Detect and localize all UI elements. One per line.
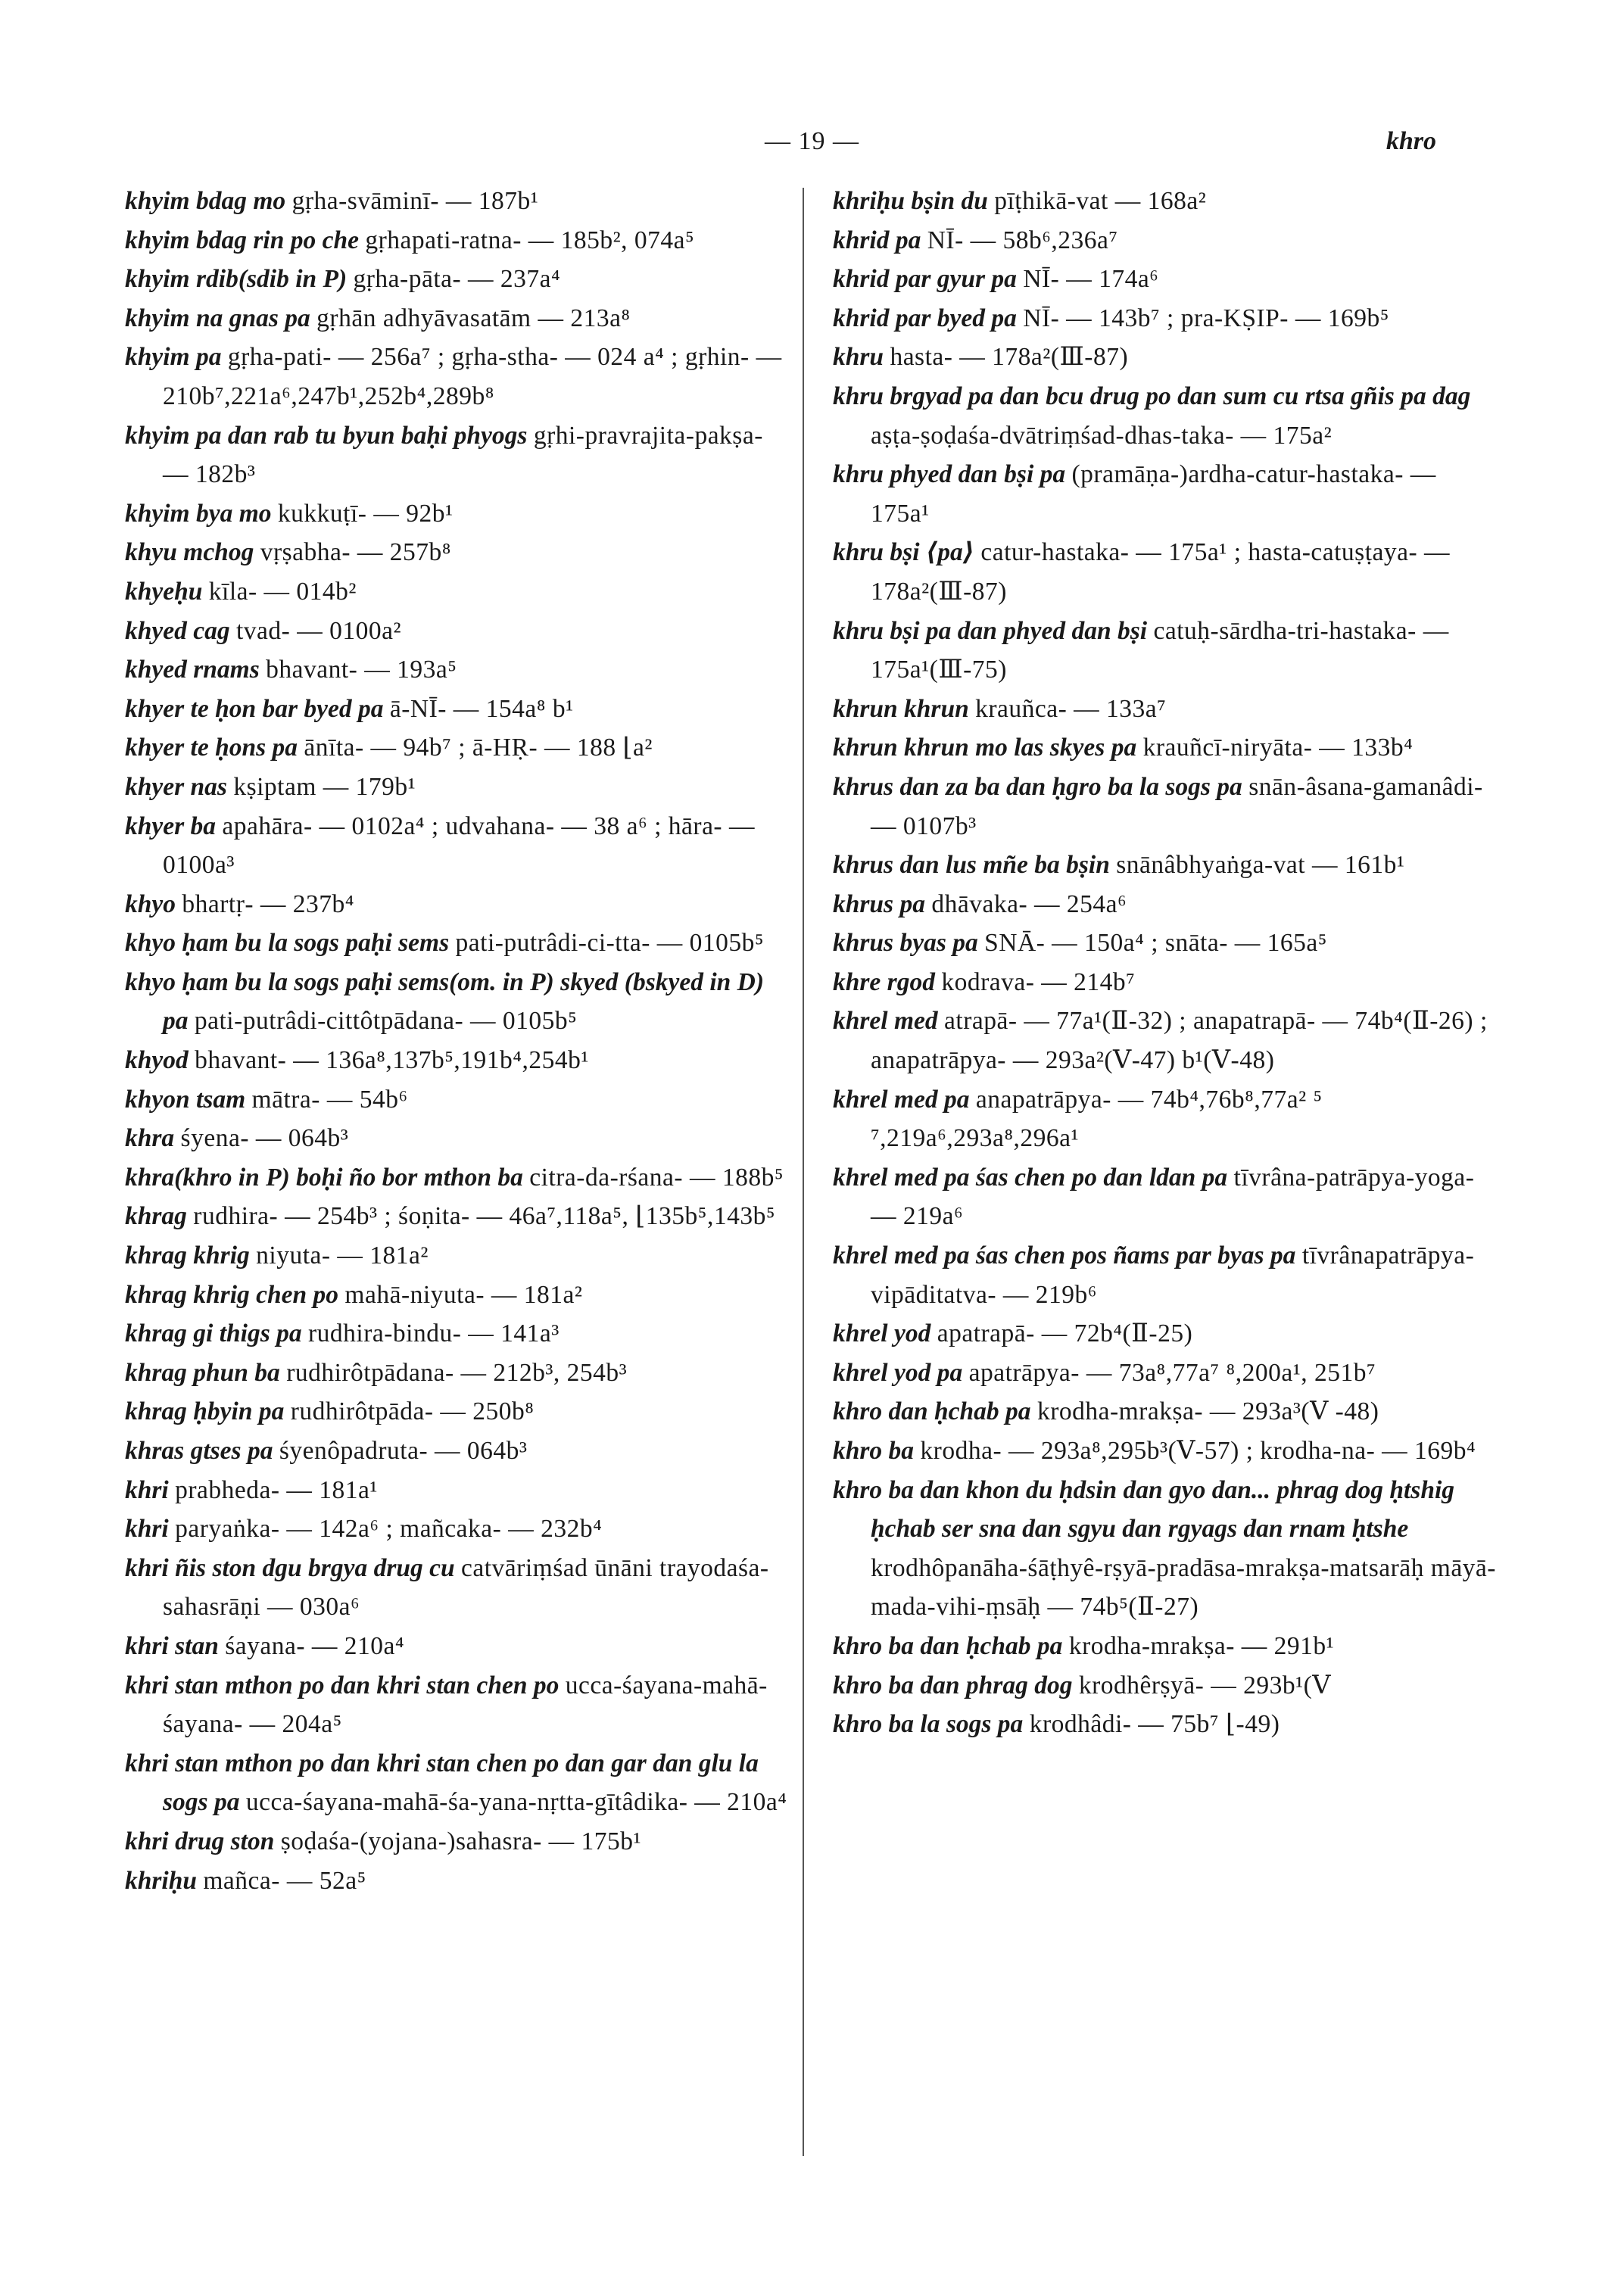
entry-definition: kṣiptam — 179b¹ bbox=[233, 772, 416, 801]
entry-headword: khyod bbox=[125, 1046, 189, 1075]
entry-definition: mahā-niyuta- — 181a² bbox=[344, 1280, 583, 1309]
entry-headword: khru bṣi ⟨pa⟩ bbox=[833, 538, 975, 567]
entry-definition: catvāriṃśad ūnāni trayodaśa-sahasrāṇi — 030a⁶ bbox=[163, 1553, 769, 1622]
dictionary-entry bbox=[125, 1744, 791, 1822]
entry-headword: khrus byas pa bbox=[833, 929, 978, 958]
dictionary-entry bbox=[833, 1471, 1499, 1627]
entry-definition: pati-putrâdi-cittôtpādana- — 0105b⁵ bbox=[194, 1007, 578, 1036]
dictionary-entry bbox=[833, 1236, 1499, 1314]
left-column bbox=[125, 182, 791, 1900]
entry-headword: khro dan ḥchab pa bbox=[833, 1397, 1031, 1426]
entry-headword: khras gtses pa bbox=[125, 1437, 273, 1465]
entry-definition: krodha-mrakṣa- — 293a³(Ⅴ -48) bbox=[1036, 1397, 1379, 1426]
dictionary-entry bbox=[833, 377, 1499, 455]
entry-definition: mañca- — 52a⁵ bbox=[203, 1866, 366, 1895]
entry-headword: khru bbox=[833, 343, 884, 372]
entry-headword: khrun khrun bbox=[833, 694, 969, 723]
entry-headword: khrag gi thigs pa bbox=[125, 1319, 302, 1348]
entry-headword: khyer ba bbox=[125, 812, 217, 840]
right-column bbox=[833, 182, 1499, 1744]
dictionary-entry bbox=[833, 963, 1499, 1002]
dictionary-entry bbox=[833, 690, 1499, 729]
dictionary-entry bbox=[833, 885, 1499, 924]
entry-headword: khyim pa bbox=[125, 343, 222, 372]
entry-headword: khri bbox=[125, 1515, 169, 1544]
entry-headword: khyeḥu bbox=[125, 577, 203, 606]
entry-headword: khrus pa bbox=[833, 889, 925, 918]
dictionary-entry bbox=[125, 1471, 791, 1510]
entry-headword: khriḥu bbox=[125, 1866, 197, 1895]
entry-definition: gṛha-svāminī- — 187b¹ bbox=[291, 187, 539, 215]
dictionary-entry bbox=[125, 1041, 791, 1080]
entry-headword: khri ñis ston dgu brgya drug cu bbox=[125, 1553, 455, 1582]
entry-headword: khrag khrig chen po bbox=[125, 1280, 339, 1309]
page-header bbox=[0, 127, 1624, 173]
dictionary-entry bbox=[125, 885, 791, 924]
dictionary-entry bbox=[833, 455, 1499, 533]
dictionary-entry bbox=[125, 1197, 791, 1236]
dictionary-entry bbox=[833, 299, 1499, 338]
entry-headword: khra(khro in P) boḥi ño bor mthon ba bbox=[125, 1163, 523, 1192]
page-number: — 19 — bbox=[765, 127, 859, 155]
entry-definition: gṛhān adhyāvasatām — 213a⁸ bbox=[316, 304, 631, 332]
dictionary-entry bbox=[125, 338, 791, 416]
entry-headword: khrel med pa śas chen po dan ldan pa bbox=[833, 1163, 1228, 1192]
entry-headword: khyim na gnas pa bbox=[125, 304, 310, 332]
entry-headword: khru bṣi pa dan phyed dan bṣi bbox=[833, 616, 1148, 645]
entry-definition: tvad- — 0100a² bbox=[236, 616, 401, 645]
dictionary-entry bbox=[833, 924, 1499, 963]
entry-definition: bhavant- — 193a⁵ bbox=[266, 656, 457, 684]
running-head: khro bbox=[1386, 127, 1436, 155]
entry-headword: khrel yod pa bbox=[833, 1358, 963, 1387]
entry-definition: gṛhapati-ratna- — 185b², 074a⁵ bbox=[365, 226, 695, 254]
dictionary-entry bbox=[125, 807, 791, 885]
dictionary-entry bbox=[125, 494, 791, 534]
entry-headword: khrun khrun mo las skyes pa bbox=[833, 734, 1137, 762]
dictionary-entry bbox=[125, 924, 791, 963]
entry-headword: khyim bdag rin po che bbox=[125, 226, 359, 254]
entry-definition: snānâbhyaṅga-vat — 161b¹ bbox=[1116, 851, 1405, 880]
dictionary-entry bbox=[125, 416, 791, 494]
entry-headword: khyu mchog bbox=[125, 538, 254, 567]
dictionary-entry bbox=[125, 963, 791, 1041]
entry-definition: rudhirôtpādana- — 212b³, 254b³ bbox=[286, 1358, 628, 1387]
entry-headword: khrag ḥbyin pa bbox=[125, 1397, 285, 1426]
entry-definition: rudhira- — 254b³ ; śoṇita- — 46a⁷,118a⁵, ⌊135b⁵,143b⁵ bbox=[193, 1202, 775, 1231]
entry-definition: catur-hastaka- — 175a¹ ; hasta-catuṣṭaya- — 178a²(Ⅲ-87) bbox=[871, 538, 1451, 606]
dictionary-entry bbox=[125, 1354, 791, 1393]
dictionary-entry bbox=[125, 572, 791, 612]
dictionary-entry bbox=[125, 1666, 791, 1744]
entry-definition: mātra- — 54b⁶ bbox=[251, 1085, 408, 1114]
dictionary-entry bbox=[125, 533, 791, 572]
dictionary-entry bbox=[833, 338, 1499, 377]
entry-definition: tīvrânapatrāpya-vipāditatva- — 219b⁶ bbox=[871, 1242, 1475, 1309]
entry-definition: rudhirôtpāda- — 250b⁸ bbox=[290, 1397, 535, 1426]
entry-headword: khro ba dan ḥchab pa bbox=[833, 1631, 1063, 1660]
entry-headword: khru brgyad pa dan bcu drug po dan sum cu rtsa gñis pa dag bbox=[833, 382, 1471, 410]
dictionary-entry bbox=[833, 612, 1499, 690]
dictionary-entry bbox=[833, 1627, 1499, 1666]
entry-definition: vṛṣabha- — 257b⁸ bbox=[260, 538, 451, 567]
entry-definition: (pramāṇa-)ardha-catur-hastaka- — 175a¹ bbox=[871, 460, 1436, 528]
dictionary-entry bbox=[125, 768, 791, 807]
entry-definition: NĪ- — 58b⁶,236a⁷ bbox=[927, 226, 1118, 254]
entry-headword: khrid par byed pa bbox=[833, 304, 1017, 332]
dictionary-entry bbox=[125, 1276, 791, 1315]
entry-headword: khrel med pa bbox=[833, 1085, 970, 1114]
entry-definition: kodrava- — 214b⁷ bbox=[941, 967, 1136, 996]
dictionary-entry bbox=[833, 1314, 1499, 1354]
dictionary-entry bbox=[125, 1158, 791, 1198]
entry-definition: prabheda- — 181a¹ bbox=[175, 1475, 378, 1504]
entry-headword: khri stan bbox=[125, 1631, 219, 1660]
entry-definition: ānīta- — 94b⁷ ; ā-HṚ- — 188 ⌊a² bbox=[304, 734, 653, 762]
entry-headword: khyed rnams bbox=[125, 656, 260, 684]
dictionary-entry bbox=[125, 1314, 791, 1354]
entry-definition: hasta- — 178a²(Ⅲ-87) bbox=[890, 343, 1129, 372]
entry-definition: snān-âsana-gamanâdi- — 0107b³ bbox=[871, 772, 1483, 840]
dictionary-entry bbox=[125, 1119, 791, 1158]
entry-definition: gṛha-pati- — 256a⁷ ; gṛha-stha- — 024 a⁴ ; gṛhin- — 210b⁷,221a⁶,247b¹,252b⁴,289b⁸ bbox=[163, 343, 782, 410]
entry-definition: krodhêrṣyā- — 293b¹(Ⅴ bbox=[1078, 1671, 1331, 1699]
entry-definition: dhāvaka- — 254a⁶ bbox=[931, 889, 1127, 918]
entry-definition: krodha- — 293a⁸,295b³(Ⅴ-57) ; krodha-na- — 169b⁴ bbox=[920, 1437, 1476, 1465]
dictionary-entry bbox=[125, 1862, 791, 1901]
dictionary-entry bbox=[125, 1236, 791, 1276]
dictionary-entry bbox=[125, 1509, 791, 1549]
entry-definition: paryaṅka- — 142a⁶ ; mañcaka- — 232b⁴ bbox=[175, 1515, 603, 1544]
entry-definition: gṛhi-pravrajita-pakṣa- — 182b³ bbox=[163, 421, 763, 489]
dictionary-entry bbox=[833, 1002, 1499, 1080]
entry-headword: khrag bbox=[125, 1202, 187, 1231]
entry-headword: khrus dan za ba dan ḥgro ba la sogs pa bbox=[833, 772, 1242, 801]
entry-definition: krauñca- — 133a⁷ bbox=[975, 694, 1167, 723]
dictionary-entry bbox=[125, 728, 791, 768]
entry-definition: apatrāpya- — 73a⁸,77a⁷ ⁸,200a¹, 251b⁷ bbox=[968, 1358, 1376, 1387]
dictionary-entry bbox=[833, 533, 1499, 611]
dictionary-entry bbox=[125, 1627, 791, 1666]
dictionary-entry bbox=[125, 1549, 791, 1627]
dictionary-entry bbox=[125, 690, 791, 729]
entry-headword: khri stan mthon po dan khri stan chen po dan gar dan glu la sogs pa bbox=[125, 1749, 759, 1817]
entry-headword: khri stan mthon po dan khri stan chen po bbox=[125, 1671, 560, 1699]
entry-definition: krodhôpanāha-śāṭhyê-rṣyā-pradāsa-mrakṣa-matsarāḥ māyā-mada-vihi-ṃsāḥ — 74b⁵(Ⅱ-27) bbox=[871, 1553, 1496, 1622]
entry-headword: khrid par gyur pa bbox=[833, 265, 1017, 294]
entry-definition: krodha-mrakṣa- — 291b¹ bbox=[1068, 1631, 1335, 1660]
dictionary-entry bbox=[833, 221, 1499, 260]
entry-headword: khriḥu bṣin du bbox=[833, 187, 988, 215]
entry-definition: atrapā- — 77a¹(Ⅱ-32) ; anapatrapā- — 74b⁴(Ⅱ-26) ; anapatrāpya- — 293a²(Ⅴ-47) b¹(Ⅴ-48) bbox=[871, 1007, 1488, 1075]
dictionary-entry bbox=[833, 768, 1499, 846]
entry-definition: anapatrāpya- — 74b⁴,76b⁸,77a² ⁵ ⁷,219a⁶,293a⁸,296a¹ bbox=[871, 1085, 1323, 1153]
entry-definition: NĪ- — 143b⁷ ; pra-KṢIP- — 169b⁵ bbox=[1023, 304, 1389, 332]
entry-headword: khrel yod bbox=[833, 1319, 931, 1348]
entry-headword: khyim pa dan rab tu byun baḥi phyogs bbox=[125, 421, 528, 450]
dictionary-entry bbox=[125, 182, 791, 221]
entry-definition: śyenôpadruta- — 064b³ bbox=[279, 1437, 528, 1465]
entry-headword: khru phyed dan bṣi pa bbox=[833, 460, 1066, 489]
dictionary-entry bbox=[833, 1666, 1499, 1706]
dictionary-entry bbox=[125, 612, 791, 651]
entry-headword: khyer te ḥons pa bbox=[125, 734, 298, 762]
entry-headword: khyer nas bbox=[125, 772, 227, 801]
entry-headword: khyed cag bbox=[125, 616, 230, 645]
entry-definition: gṛha-pāta- — 237a⁴ bbox=[353, 265, 561, 294]
entry-headword: khrel med bbox=[833, 1007, 938, 1036]
dictionary-entry bbox=[833, 846, 1499, 885]
entry-definition: śayana- — 210a⁴ bbox=[225, 1631, 405, 1660]
entry-definition: ṣoḍaśa-(yojana-)sahasra- — 175b¹ bbox=[280, 1827, 642, 1855]
dictionary-entry bbox=[833, 182, 1499, 221]
entry-headword: khrus dan lus mñe ba bṣin bbox=[833, 851, 1110, 880]
entry-headword: khro ba la sogs pa bbox=[833, 1710, 1024, 1739]
entry-headword: khrel med pa śas chen pos ñams par byas pa bbox=[833, 1242, 1296, 1270]
entry-headword: khra bbox=[125, 1124, 175, 1153]
entry-headword: khyim bya mo bbox=[125, 499, 272, 528]
dictionary-entry bbox=[125, 1392, 791, 1432]
dictionary-entry bbox=[125, 299, 791, 338]
entry-definition: rudhira-bindu- — 141a³ bbox=[308, 1319, 560, 1348]
dictionary-entry bbox=[125, 1080, 791, 1120]
entry-definition: aṣṭa-ṣoḍaśa-dvātriṃśad-dhas-taka- — 175a² bbox=[871, 421, 1333, 450]
entry-definition: pīṭhikā-vat — 168a² bbox=[994, 187, 1207, 215]
dictionary-entry bbox=[833, 1705, 1499, 1744]
entry-definition: tīvrâna-patrāpya-yoga- — 219a⁶ bbox=[871, 1163, 1475, 1231]
dictionary-entry bbox=[833, 1080, 1499, 1158]
entry-headword: khro ba dan khon du ḥdsin dan gyo dan... phrag dog ḥtshig ḥchab ser sna dan sgyu dan rgyags dan rnam ḥtshe bbox=[833, 1475, 1455, 1544]
entry-definition: śyena- — 064b³ bbox=[180, 1124, 349, 1153]
entry-definition: niyuta- — 181a² bbox=[256, 1242, 429, 1270]
entry-definition: krauñcī-niryāta- — 133b⁴ bbox=[1142, 734, 1414, 762]
entry-headword: khyim bdag mo bbox=[125, 187, 286, 215]
entry-definition: pati-putrâdi-ci-tta- — 0105b⁵ bbox=[455, 929, 765, 958]
entry-definition: apatrapā- — 72b⁴(Ⅱ-25) bbox=[937, 1319, 1193, 1348]
entry-definition: kukkuṭī- — 92b¹ bbox=[277, 499, 454, 528]
entry-headword: khro ba dan phrag dog bbox=[833, 1671, 1073, 1699]
entry-headword: khyo ḥam bu la sogs paḥi sems(om. in P) skyed (bskyed in D) pa bbox=[125, 967, 765, 1036]
column-divider bbox=[803, 188, 804, 2156]
dictionary-entry bbox=[125, 221, 791, 260]
entry-headword: khre rgod bbox=[833, 967, 935, 996]
dictionary-entry bbox=[833, 1432, 1499, 1471]
entry-headword: khrid pa bbox=[833, 226, 921, 254]
entry-definition: apahāra- — 0102a⁴ ; udvahana- — 38 a⁶ ; hāra- — 0100a³ bbox=[163, 812, 755, 880]
entry-definition: krodhâdi- — 75b⁷ ⌊-49) bbox=[1029, 1710, 1280, 1739]
entry-headword: khri bbox=[125, 1475, 169, 1504]
dictionary-entry bbox=[125, 260, 791, 299]
entry-headword: khro ba bbox=[833, 1437, 915, 1465]
entry-definition: NĪ- — 174a⁶ bbox=[1023, 265, 1159, 294]
entry-definition: ucca-śayana-mahā-śa-yana-nṛtta-gītâdika- — 210a⁴ bbox=[245, 1788, 787, 1817]
dictionary-entry bbox=[833, 1354, 1499, 1393]
dictionary-entry bbox=[125, 1432, 791, 1471]
entry-definition: citra-da-rśana- — 188b⁵ bbox=[529, 1163, 784, 1192]
entry-headword: khyo ḥam bu la sogs paḥi sems bbox=[125, 929, 450, 958]
dictionary-entry bbox=[833, 1392, 1499, 1432]
entry-definition: bhavant- — 136a⁸,137b⁵,191b⁴,254b¹ bbox=[195, 1046, 589, 1075]
entry-definition: bhartṛ- — 237b⁴ bbox=[182, 889, 354, 918]
entry-definition: kīla- — 014b² bbox=[208, 577, 357, 606]
entry-headword: khyer te ḥon bar byed pa bbox=[125, 694, 384, 723]
entry-headword: khyo bbox=[125, 889, 176, 918]
entry-headword: khri drug ston bbox=[125, 1827, 275, 1855]
dictionary-entry bbox=[125, 650, 791, 690]
dictionary-entry bbox=[833, 260, 1499, 299]
entry-definition: SNĀ- — 150a⁴ ; snāta- — 165a⁵ bbox=[984, 929, 1327, 958]
dictionary-entry bbox=[125, 1822, 791, 1862]
dictionary-entry bbox=[833, 728, 1499, 768]
entry-definition: catuḥ-sārdha-tri-hastaka- — 175a¹(Ⅲ-75) bbox=[871, 616, 1449, 684]
entry-headword: khrag phun ba bbox=[125, 1358, 280, 1387]
entry-definition: ā-NĪ- — 154a⁸ b¹ bbox=[389, 694, 574, 723]
entry-definition: ucca-śayana-mahā-śayana- — 204a⁵ bbox=[163, 1671, 768, 1739]
dictionary-entry bbox=[833, 1158, 1499, 1236]
entry-headword: khyon tsam bbox=[125, 1085, 246, 1114]
entry-headword: khrag khrig bbox=[125, 1242, 250, 1270]
entry-headword: khyim rdib(sdib in P) bbox=[125, 265, 348, 294]
